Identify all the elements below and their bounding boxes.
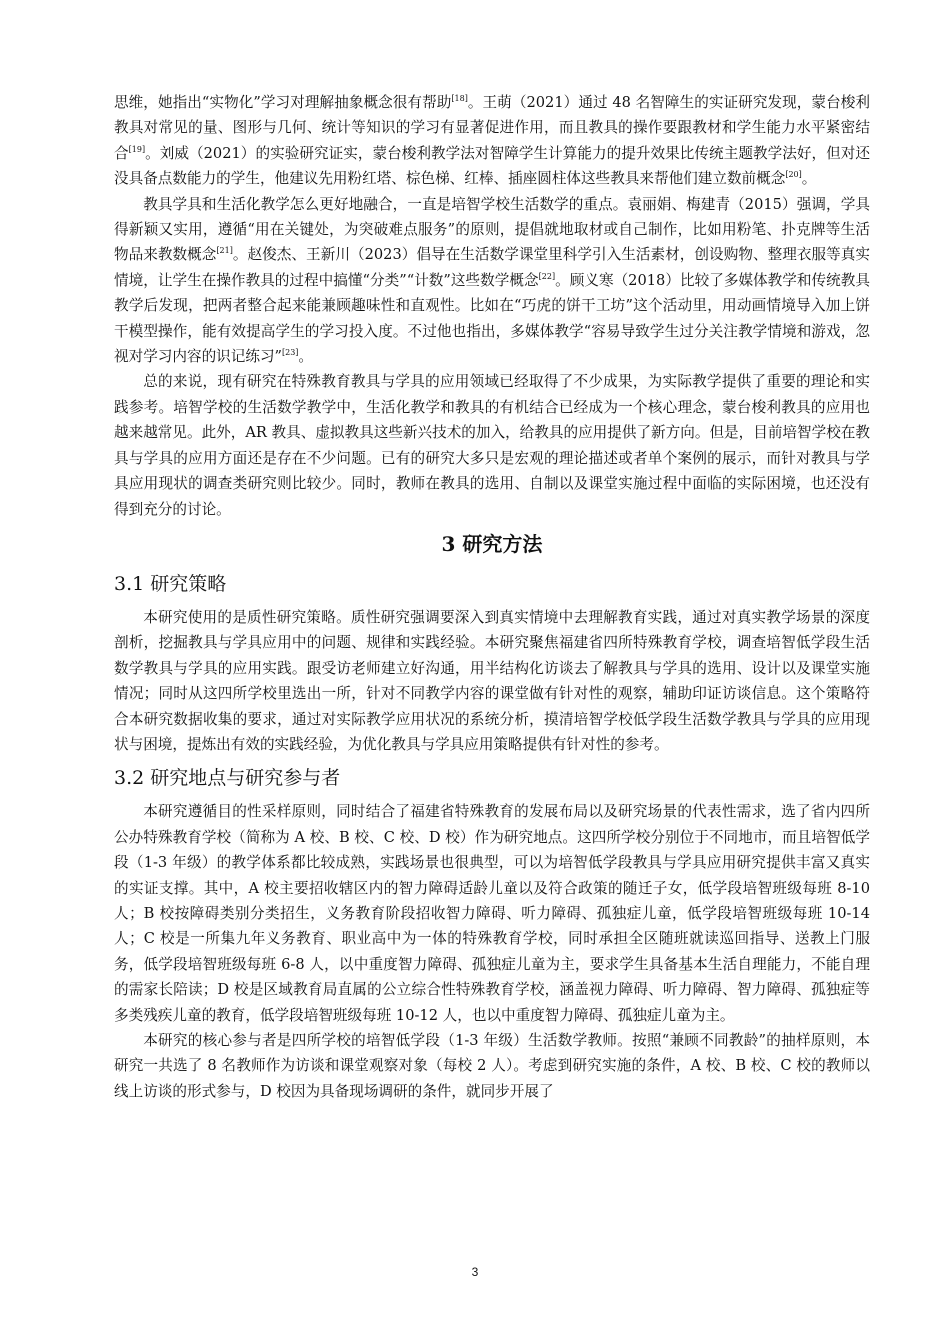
- paragraph-research-participants: 本研究的核心参与者是四所学校的培智低学段（1-3 年级）生活数学教师。按照“兼顾不同教龄”的抽样原则，本研究一共选了 8 名教师作为访谈和课堂观察对象（每校 2 人）。考虑到研究实施的条件，A 校、B 校、C 校的教师以线上访谈的形式参与，D 校因为具备现场调研的条件，就同步开展了: [114, 1032, 870, 1100]
- chapter-heading: 3 研究方法: [441, 531, 543, 556]
- document-page: [114, 90, 870, 1104]
- paragraph-lit-review-summary: 总的来说，现有研究在特殊教育教具与学具的应用领域已经取得了不少成果，为实际教学提供了重要的理论和实践参考。培智学校的生活数学教学中，生活化教学和教具的有机结合已经成为一个核心理念，蒙台梭利教具的应用也越来越常见。此外，AR 教具、虚拟教具这些新兴技术的加入，给教具的应用提供了新方向。但是，目前培智学校在教具与学具的应用方面还是存在不少问题。已有的研究大多只是宏观的理论描述或者单个案例的展示，而针对教具与学具应用现状的调查类研究则比较少。同时，教师在教具的选用、自制以及课堂实施过程中面临的实际困境，也还没有得到充分的讨论。: [114, 373, 870, 518]
- paragraph-text: 。顾义寒（2018）比较了多媒体教学和传统教具教学后发现，把两者整合起来能兼顾趣味性和直观性。比如在“巧虎的饼干工坊”这个活动里，用动画情境导入加上饼干模型操作，能有效提高学生的学习投入度。不过他也指出，多媒体教学“容易导致学生过分关注教学情境和游戏，忽视对学习内容的识记练习”: [114, 271, 870, 366]
- paragraph-text: 。赵俊杰、王新川（2023）倡导在生活数学课堂里科学引入生活素材，创设购物、整理衣服等真实情境，让学生在操作教具的过程中搞懂“分类”“计数”这些数学概念: [114, 246, 870, 289]
- citation-ref: [20]: [785, 170, 802, 180]
- citation-ref: [19]: [128, 144, 146, 154]
- citation-ref: [21]: [216, 246, 233, 256]
- paragraph-text: 。: [298, 348, 314, 366]
- section-heading-3-1: 3.1 研究策略: [114, 572, 227, 595]
- paragraph-text: 思维，她指出“实物化”学习对理解抽象概念很有帮助: [114, 94, 452, 111]
- paragraph-lit-review-montessori: [114, 90, 870, 192]
- paragraph-research-strategy: 本研究使用的是质性研究策略。质性研究强调要深入到真实情境中去理解教育实践，通过对真实教学场景的深度剖析，挖掘教具与学具应用中的问题、规律和实践经验。本研究聚焦福建省四所特殊教育学校，调查培智低学段生活数学教具与学具的应用实践。跟受访老师建立好沟通，用半结构化访谈去了解教具与学具的选用、设计以及课堂实施情况；同时从这四所学校里选出一所，针对不同教学内容的课堂做有针对性的观察，辅助印证访谈信息。这个策略符合本研究数据收集的要求，通过对实际教学应用状况的系统分析，摸清培智学校低学段生活数学教具与学具的应用现状与困境，提炼出有效的实践经验，为优化教具与学具应用策略提供有针对性的参考。: [114, 608, 870, 753]
- paragraph-text: 。刘威（2021）的实验研究证实，蒙台梭利教学法对智障学生计算能力的提升效果比传统主题教学法好，但对还没具备点数能力的学生，他建议先用粉红塔、棕色梯、红棒、插座圆柱体这些教具来帮他们建立数前概念: [114, 144, 870, 188]
- paragraph-text: 教具学具和生活化教学怎么更好地融合，一直是培智学校生活数学的重点。袁丽娟、梅建青（2015）强调，学具得新颖又实用，遵循“用在关键处，为突破难点服务”的原则，提倡就地取材或自己制作，比如用粉笔、扑克牌等生活物品来教数概念: [114, 195, 870, 264]
- paragraph-text: 。: [801, 170, 817, 188]
- paragraph-lit-review-life-teaching: [114, 192, 870, 370]
- page-number: 3: [471, 1265, 479, 1279]
- citation-ref: [18]: [451, 94, 468, 104]
- paragraph-research-sites: 本研究遵循目的性采样原则，同时结合了福建省特殊教育的发展布局以及研究场景的代表性需求，选了省内四所公办特殊教育学校（简称为 A 校、B 校、C 校、D 校）作为研究地点。这四所学校分别位于不同地市，而且培智低学段（1-3 年级）的教学体系都比较成熟，实践场景也很典型，可以为培智低学段教具与学具应用研究提供丰富又真实的实证支撑。其中，A 校主要招收辖区内的智力障碍适龄儿童以及符合政策的随迁子女，低学段培智班级每班 8-10 人；B 校按障碍类别分类招生，义务教育阶段招收智力障碍、听力障碍、孤独症儿童，低学段培智班级每班 10-14 人；C 校是一所集九年义务教育、职业高中为一体的特殊教育学校，同时承担全区随班就读巡回指导、送教上门服务，低学段培智班级每班 6-8 人，以中重度智力障碍、孤独症儿童为主，要求学生具备基本生活自理能力，不能自理的需家长陪读；D 校是区域教育局直属的公立综合性特殊教育学校，涵盖视力障碍、听力障碍、智力障碍、孤独症等多类残疾儿童的教育，低学段培智班级每班 10-12 人，也以中重度智力障碍、孤独症儿童为主。: [114, 803, 870, 1024]
- citation-ref: [22]: [538, 271, 556, 281]
- citation-ref: [23]: [282, 348, 299, 358]
- paragraph-text: 。王萌（2021）通过 48 名智障生的实证研究发现，蒙台梭利教具对常见的量、图形与几何、统计等知识的学习有显著促进作用，而且教具的操作要跟教材和学生能力水平紧密结合: [114, 94, 870, 162]
- section-heading-3-2: 3.2 研究地点与研究参与者: [114, 767, 341, 790]
